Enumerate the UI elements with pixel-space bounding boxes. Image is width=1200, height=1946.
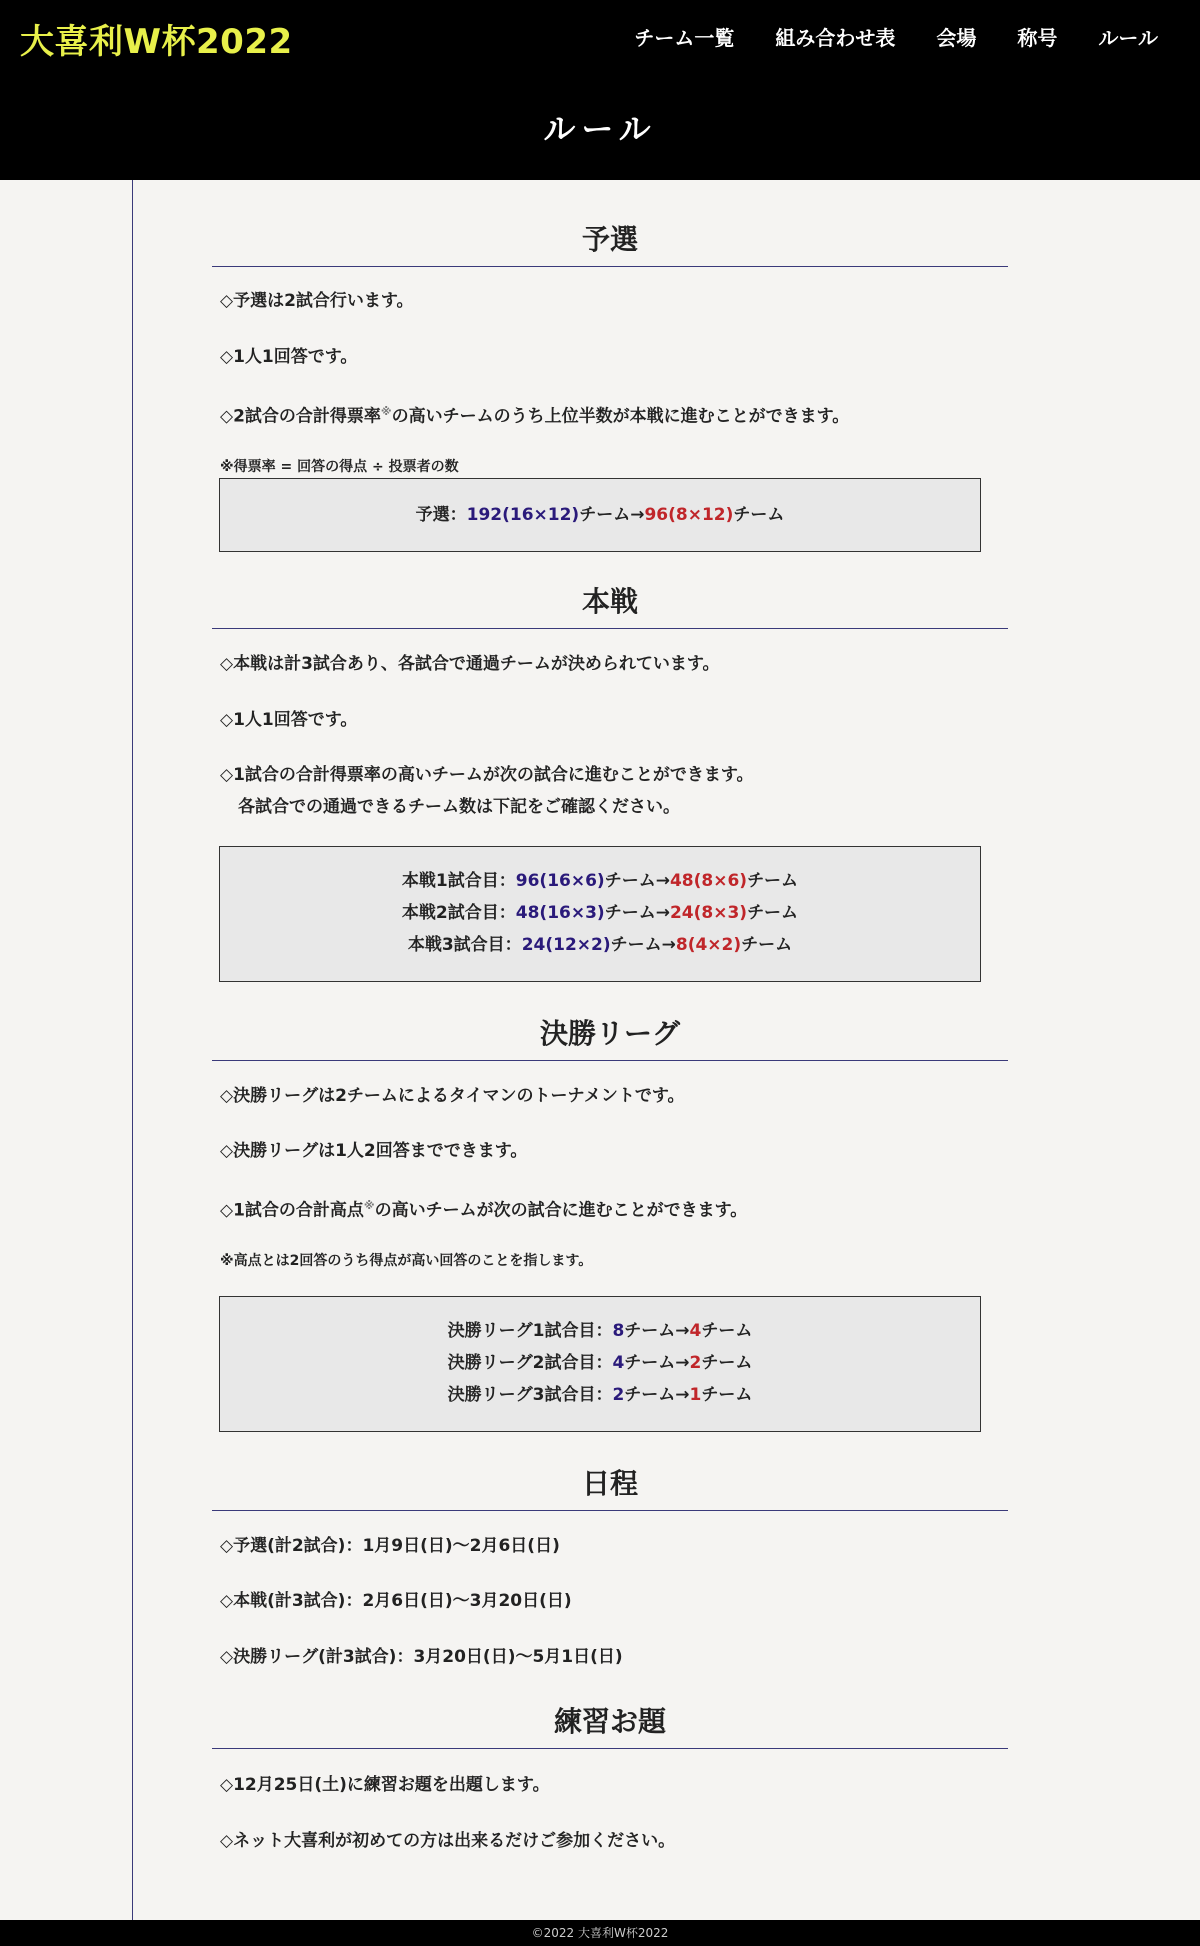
nav-teams[interactable]: チーム一覧	[634, 26, 735, 50]
page-title: ルール	[543, 110, 657, 148]
site-header	[0, 0, 1200, 180]
section-title-practice: 練習お題	[212, 1698, 1008, 1749]
main-box-line-1: 本戦1試合目：96(16×6)チーム→48(8×6)チーム	[401, 871, 799, 891]
nav-bracket[interactable]: 組み合わせ表	[775, 26, 896, 50]
nav-titles[interactable]: 称号	[1017, 26, 1058, 50]
final-rule-1: ◇決勝リーグは2チームによるタイマンのトーナメントです。	[220, 1086, 685, 1106]
practice-rule-1: ◇12月25日(土)に練習お題を出題します。	[220, 1775, 550, 1795]
section-title-final: 決勝リーグ	[212, 1010, 1008, 1061]
section-title-main: 本戦	[212, 578, 1008, 629]
site-logo[interactable]: 大喜利W杯2022	[20, 22, 293, 62]
main-rule-3: ◇1試合の合計得票率の高いチームが次の試合に進むことができます。	[220, 765, 754, 785]
main-box-line-3: 本戦3試合目：24(12×2)チーム→8(4×2)チーム	[407, 935, 793, 955]
prelim-box-line: 予選：192(16×12)チーム→96(8×12)チーム	[415, 505, 785, 525]
final-rule-2: ◇決勝リーグは1人2回答までできます。	[220, 1141, 528, 1161]
nav-venue[interactable]: 会場	[936, 26, 977, 50]
final-box	[219, 1296, 981, 1432]
main-rule-2: ◇1人1回答です。	[220, 710, 358, 730]
final-box-line-2: 決勝リーグ2試合目：4チーム→2チーム	[447, 1353, 753, 1373]
prelim-rule-3: ◇2試合の合計得票率※の高いチームのうち上位半数が本戦に進むことができます。	[220, 405, 850, 427]
final-rule-3: ◇1試合の合計高点※の高いチームが次の試合に進むことができます。	[220, 1199, 748, 1221]
site-footer: ©2022 大喜利W杯2022	[0, 1920, 1200, 1946]
section-title-prelim: 予選	[212, 216, 1008, 267]
main-box	[219, 846, 981, 982]
section-title-schedule: 日程	[212, 1460, 1008, 1511]
prelim-box	[219, 478, 981, 552]
main-box-line-2: 本戦2試合目：48(16×3)チーム→24(8×3)チーム	[401, 903, 799, 923]
final-box-line-1: 決勝リーグ1試合目：8チーム→4チーム	[447, 1321, 753, 1341]
schedule-rule-1: ◇予選(計2試合)：1月9日(日)〜2月6日(日)	[220, 1536, 560, 1556]
main-nav	[634, 22, 1158, 51]
prelim-note: ※得票率 = 回答の得点 ÷ 投票者の数	[220, 459, 459, 475]
final-note: ※高点とは2回答のうち得点が高い回答のことを指します。	[220, 1253, 593, 1269]
prelim-rule-2: ◇1人1回答です。	[220, 347, 358, 367]
side-divider	[132, 180, 133, 1920]
prelim-rule-1: ◇予選は2試合行います。	[220, 291, 414, 311]
schedule-rule-3: ◇決勝リーグ(計3試合)：3月20日(日)〜5月1日(日)	[220, 1647, 623, 1667]
final-box-line-3: 決勝リーグ3試合目：2チーム→1チーム	[447, 1385, 753, 1405]
practice-rule-2: ◇ネット大喜利が初めての方は出来るだけご参加ください。	[220, 1831, 676, 1851]
main-rule-1: ◇本戦は計3試合あり、各試合で通過チームが決められています。	[220, 654, 720, 674]
nav-rules[interactable]: ルール	[1098, 26, 1158, 50]
main-rule-3-cont: 各試合での通過できるチーム数は下記をご確認ください。	[238, 797, 680, 817]
schedule-rule-2: ◇本戦(計3試合)：2月6日(日)〜3月20日(日)	[220, 1591, 572, 1611]
